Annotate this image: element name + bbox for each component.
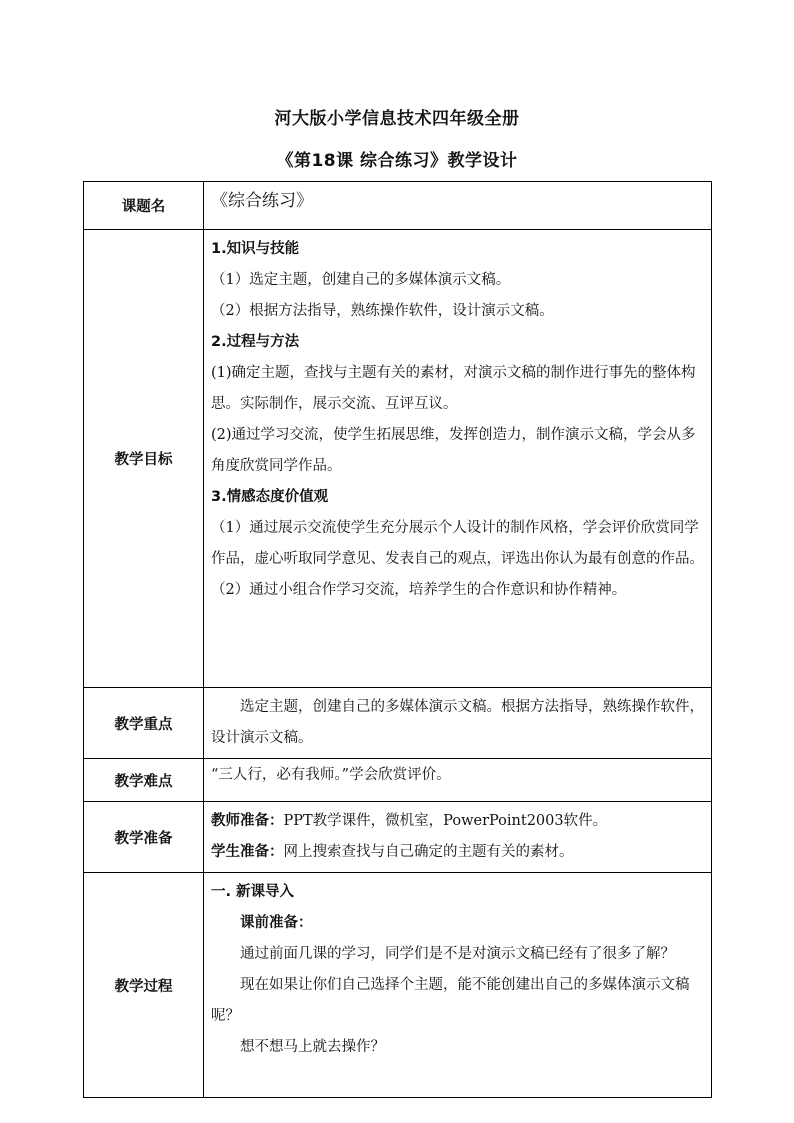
goals-content bbox=[204, 230, 712, 688]
table-row-key-points bbox=[84, 688, 712, 759]
teacher-prep bbox=[211, 806, 704, 837]
goals-section-knowledge: 1.知识与技能 bbox=[211, 241, 300, 257]
row-label-difficulty: 教学难点 bbox=[84, 759, 204, 802]
student-prep-text: 网上搜索查找与自己确定的主题有关的素材。 bbox=[283, 844, 574, 860]
goals-section-attitude: 3.情感态度价值观 bbox=[211, 489, 329, 505]
topic-value: 《综合练习》 bbox=[204, 182, 712, 230]
goals-item: (1)确定主题，查找与主题有关的素材，对演示文稿的制作进行事先的整体构思。实际制作，展示交流、互评互议。 bbox=[211, 365, 696, 412]
table-row-topic bbox=[84, 182, 712, 230]
student-prep-label: 学生准备： bbox=[211, 844, 284, 860]
goals-item: （1）选定主题，创建自己的多媒体演示文稿。 bbox=[211, 272, 511, 288]
goals-item: (2)通过学习交流，使学生拓展思维，发挥创造力，制作演示文稿，学会从多角度欣赏同学作品。 bbox=[211, 427, 696, 474]
preparation-content bbox=[204, 802, 712, 873]
table-row-difficulty bbox=[84, 759, 712, 802]
process-subheading: 课前准备： bbox=[240, 915, 313, 931]
process-paragraph: 现在如果让你们自己选择个主题，能不能创建出自己的多媒体演示文稿呢？ bbox=[211, 977, 690, 1024]
table-row-preparation bbox=[84, 802, 712, 873]
row-label-key-points: 教学重点 bbox=[84, 688, 204, 759]
row-label-topic: 课题名 bbox=[84, 182, 204, 230]
difficulty-text: “三人行，必有我师。”学会欣赏评价。 bbox=[211, 767, 451, 783]
doc-title-line2: 《第18课 综合练习》教学设计 bbox=[276, 151, 518, 171]
goals-item: （1）通过展示交流使学生充分展示个人设计的制作风格，学会评价欣赏同学作品，虚心听取同学意见、发表自己的观点，评选出你认为最有创意的作品。 bbox=[211, 520, 704, 567]
teacher-prep-text: PPT教学课件，微机室，PowerPoint2003软件。 bbox=[283, 813, 608, 829]
table-row-process bbox=[84, 873, 712, 1098]
student-prep bbox=[211, 837, 704, 868]
process-content bbox=[204, 873, 712, 1098]
goals-item: （2）根据方法指导，熟练操作软件，设计演示文稿。 bbox=[211, 303, 554, 319]
row-label-goals: 教学目标 bbox=[84, 230, 204, 688]
key-points-content bbox=[204, 688, 712, 759]
process-section-intro: 一. 新课导入 bbox=[211, 884, 295, 900]
key-points-text: 选定主题，创建自己的多媒体演示文稿。根据方法指导，熟练操作软件，设计演示文稿。 bbox=[211, 699, 704, 746]
table-row-goals bbox=[84, 230, 712, 688]
row-label-preparation: 教学准备 bbox=[84, 802, 204, 873]
lesson-plan-table bbox=[83, 181, 712, 1098]
difficulty-content bbox=[204, 759, 712, 802]
row-label-process: 教学过程 bbox=[84, 873, 204, 1098]
process-paragraph: 想不想马上就去操作？ bbox=[240, 1039, 385, 1055]
goals-section-process: 2.过程与方法 bbox=[211, 334, 300, 350]
goals-item: （2）通过小组合作学习交流，培养学生的合作意识和协作精神。 bbox=[211, 582, 627, 598]
process-paragraph: 通过前面几课的学习，同学们是不是对演示文稿已经有了很多了解？ bbox=[240, 946, 675, 962]
teacher-prep-label: 教师准备： bbox=[211, 813, 284, 829]
doc-title-line1: 河大版小学信息技术四年级全册 bbox=[274, 109, 520, 129]
